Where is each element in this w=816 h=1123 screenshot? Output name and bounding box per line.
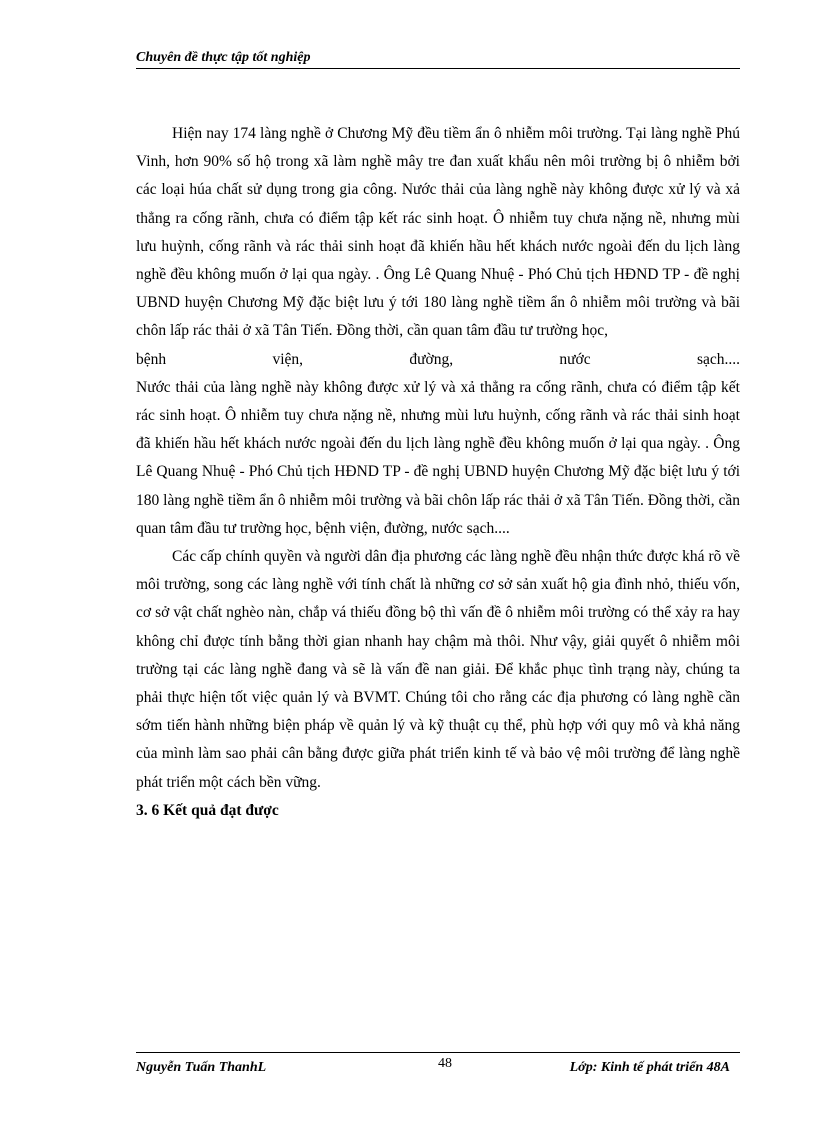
paragraph-1-text: Hiện nay 174 làng nghề ở Chương Mỹ đều tiềm ẩn ô nhiễm môi trường. Tại làng nghề Phú Vinh, hơn 90% số hộ trong xã làm nghề mây tre đan xuất khẩu nên môi trường bị ô nhiễm bởi các loại húa chất sử dụng trong gia công. Nước thải của làng nghề này không được xử lý và xả thẳng ra cống rãnh, chưa có điểm tập kết rác sinh hoạt. Ô nhiễm tuy chưa nặng nề, nhưng mùi lưu huỳnh, cống rãnh và rác thải sinh hoạt đã khiến hầu hết khách nước ngoài đến du lịch làng nghề đều không muốn ở lại qua ngày. . Ông Lê Quang Nhuệ - Phó Chủ tịch HĐND TP - đề nghị UBND huyện Chương Mỹ đặc biệt lưu ý tới 180 làng nghề tiềm ẩn ô nhiễm môi trường và bãi chôn lấp rác thải ở xã Tân Tiến. Đồng thời, cần quan tâm đầu tư trường học, xyxy=(136,125,740,340)
paragraph-1-tail: bệnh viện, đường, nước sạch.... xyxy=(136,350,740,368)
header-title: Chuyên đề thực tập tốt nghiệp xyxy=(136,50,311,65)
page-header xyxy=(136,50,740,69)
footer-class: Lớp: Kinh tế phát triển 48A xyxy=(569,1060,730,1075)
paragraph-2: Nước thải của làng nghề này không được xử lý và xả thẳng ra cống rãnh, chưa có điểm tập kết rác sinh hoạt. Ô nhiễm tuy chưa nặng nề, nhưng mùi lưu huỳnh, cống rãnh và rác thải sinh hoạt đã khiến hầu hết khách nước ngoài đến du lịch làng nghề đều không muốn ở lại qua ngày. . Ông Lê Quang Nhuệ - Phó Chủ tịch HĐND TP - đề nghị UBND huyện Chương Mỹ đặc biệt lưu ý tới 180 làng nghề tiềm ẩn ô nhiễm môi trường và bãi chôn lấp rác thải ở xã Tân Tiến. Đồng thời, cần quan tâm đầu tư trường học, bệnh viện, đường, nước sạch.... xyxy=(136,378,740,537)
section-heading: 3. 6 Kết quả đạt được xyxy=(136,801,279,819)
footer-author: Nguyễn Tuấn ThanhL xyxy=(136,1060,267,1075)
page-number: 48 xyxy=(438,1056,452,1071)
paragraph-3: Các cấp chính quyền và người dân địa phương các làng nghề đều nhận thức được khá rõ về môi trường, song các làng nghề với tính chất là những cơ sở sản xuất hộ gia đình nhỏ, thiếu vốn, cơ sở vật chất nghèo nàn, chắp vá thiếu đồng bộ thì vấn đề ô nhiễm môi trường có thể xảy ra hay không chỉ được tính bằng thời gian nhanh hay chậm mà thôi. Như vậy, giải quyết ô nhiễm môi trường tại các làng nghề đang và sẽ là vấn đề nan giải. Để khắc phục tình trạng này, chúng ta phải thực hiện tốt việc quản lý và BVMT. Chúng tôi cho rằng các địa phương có làng nghề cần sớm tiến hành những biện pháp về quản lý và kỹ thuật cụ thể, phù hợp với quy mô và khả năng của mình làm sao phải cân bằng được giữa phát triển kinh tế và bảo vệ môi trường để làng nghề phát triển một cách bền vững. xyxy=(136,548,740,791)
page-footer xyxy=(136,1052,740,1077)
paragraph-1 xyxy=(136,120,740,346)
document-body xyxy=(136,120,740,825)
